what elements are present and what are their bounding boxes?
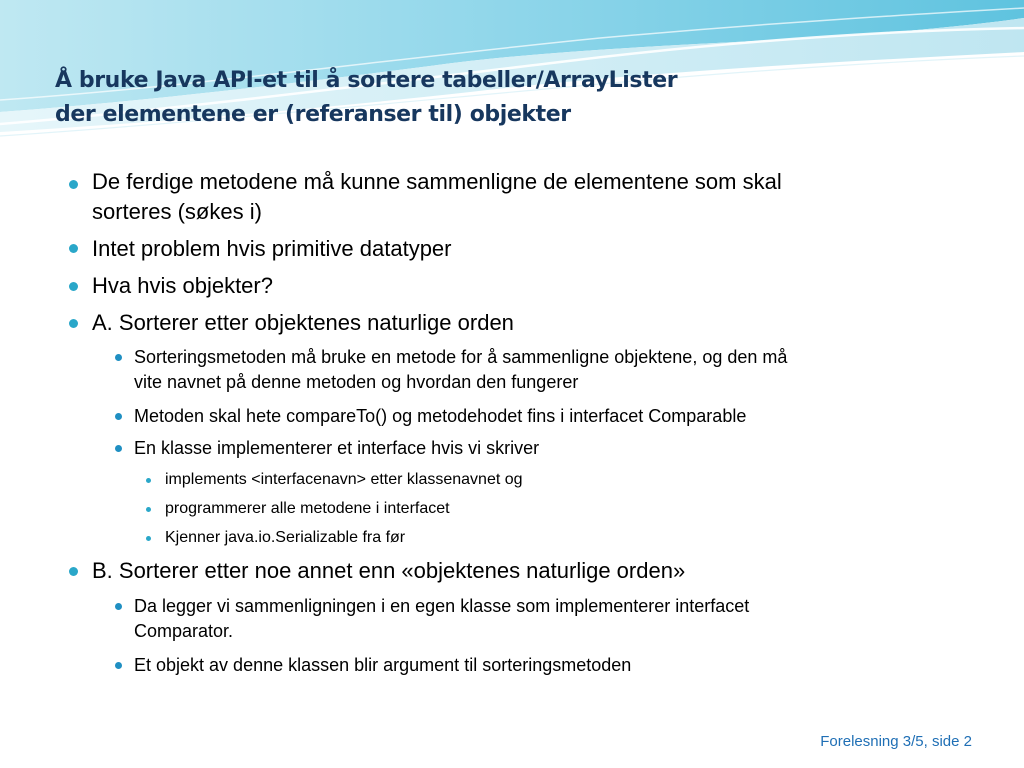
slide-title-line-2: der elementene er (referanser til) objekter [55, 102, 571, 127]
bullet-marker [69, 319, 78, 328]
bullet-text: De ferdige metodene må kunne sammenligne de elementene som skal [92, 169, 782, 194]
bullet-item: B. Sorterer etter noe annet enn «objektenes naturlige orden» [92, 558, 686, 583]
sub-bullet-marker [115, 354, 122, 361]
sub-bullet-marker [115, 662, 122, 669]
bullet-marker [69, 282, 78, 291]
bullet-marker [69, 180, 78, 189]
bullet-item: Intet problem hvis primitive datatyper [92, 236, 452, 261]
sub-bullet-text: Da legger vi sammenligningen i en egen klasse som implementerer interfacet [134, 596, 750, 616]
sub-sub-bullet-item: implements <interfacenavn> etter klassenavnet og [165, 471, 523, 488]
sub-bullet-text: Sorteringsmetoden må bruke en metode for å sammenligne objektene, og den må [134, 347, 788, 367]
slide-title-line-1: Å bruke Java API-et til å sortere tabeller/ArrayLister [55, 68, 678, 93]
sub-bullet-item [134, 345, 994, 395]
sub-bullet-text: Comparator. [134, 621, 234, 641]
sub-bullet-item: En klasse implementerer et interface hvis vi skriver [134, 438, 540, 458]
bullet-marker [69, 567, 78, 576]
slide-footer-page-number: Forelesning 3/5, side 2 [820, 733, 972, 750]
sub-sub-bullet-item: Kjenner java.io.Serializable fra før [165, 529, 406, 546]
sub-bullet-text: vite navnet på denne metoden og hvordan den fungerer [134, 372, 579, 392]
bullet-item: Hva hvis objekter? [92, 273, 273, 298]
sub-sub-bullet-marker [146, 478, 151, 483]
sub-bullet-item [134, 594, 994, 644]
sub-sub-bullet-marker [146, 507, 151, 512]
bullet-item: A. Sorterer etter objektenes naturlige orden [92, 310, 514, 335]
bullet-text: sorteres (søkes i) [92, 199, 262, 224]
sub-bullet-item: Metoden skal hete compareTo() og metodehodet fins i interfacet Comparable [134, 406, 747, 426]
sub-bullet-marker [115, 413, 122, 420]
sub-bullet-item: Et objekt av denne klassen blir argument til sorteringsmetoden [134, 655, 632, 675]
bullet-marker [69, 244, 78, 253]
sub-bullet-marker [115, 603, 122, 610]
sub-sub-bullet-marker [146, 536, 151, 541]
sub-sub-bullet-item: programmerer alle metodene i interfacet [165, 500, 450, 517]
sub-bullet-marker [115, 445, 122, 452]
bullet-item [92, 167, 972, 227]
